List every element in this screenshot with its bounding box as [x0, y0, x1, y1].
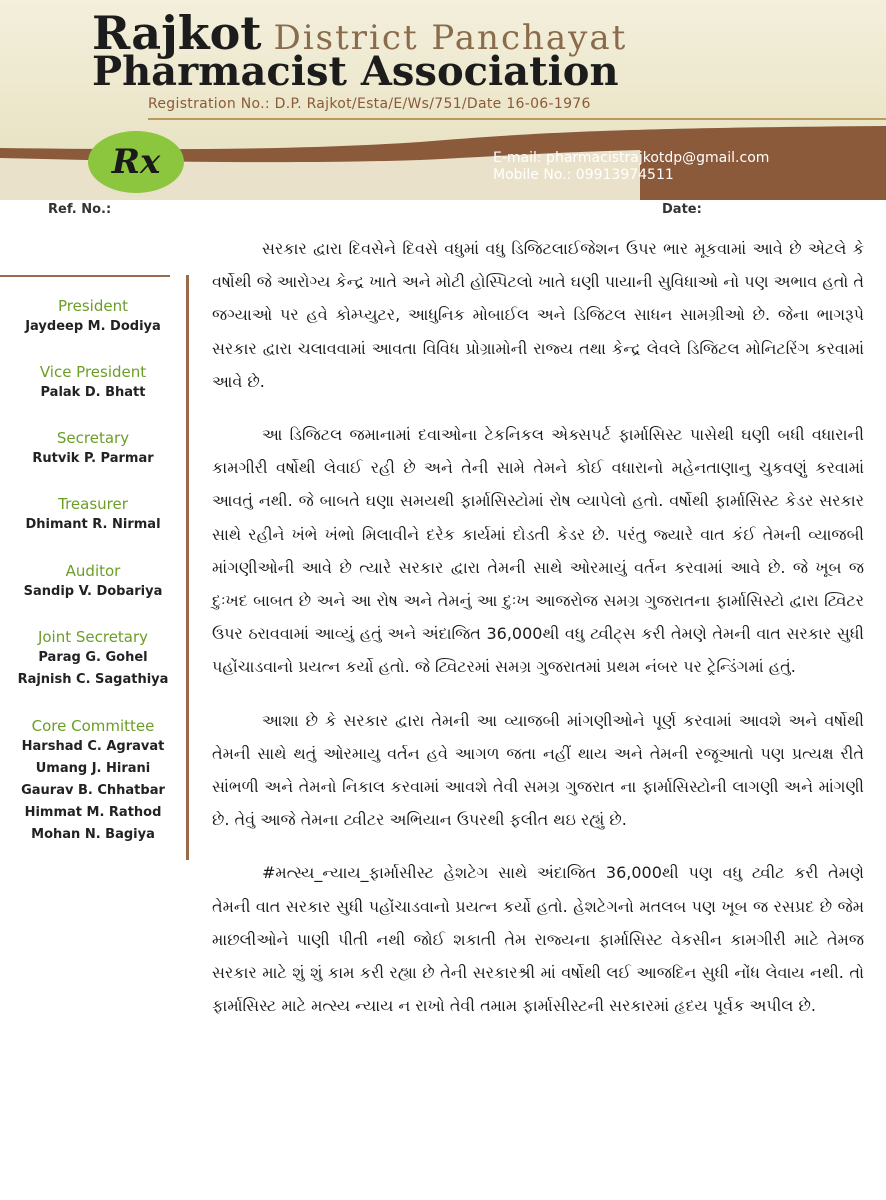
registration-number: Registration No.: D.P. Rajkot/Esta/E/Ws/751/Date 16-06-1976	[148, 96, 591, 112]
officer-vice-president	[0, 362, 186, 404]
title-rajkot: Rajkot	[92, 6, 262, 60]
officer-name: Umang J. Hirani	[35, 761, 151, 776]
officer-name: Jaydeep M. Dodiya	[25, 319, 161, 334]
registration-divider	[148, 118, 886, 120]
officer-role: Vice President	[39, 363, 147, 381]
rx-logo-text: Rx	[111, 142, 161, 182]
officer-name: Sandip V. Dobariya	[23, 584, 163, 599]
officer-name: Mohan N. Bagiya	[31, 827, 155, 842]
officer-role: Secretary	[56, 429, 130, 447]
body-paragraph-3: આશા છે કે સરકાર દ્વારા તેમની આ વ્યાજબી માંગણીઓને પૂર્ણ કરવામાં આવશે અને વર્ષોથી તેમની સાથે થતું ઓરમાયુ વર્તન હવે આગળ જતા નહીં થાય અને તેમની રજૂઆતો પણ પ્રત્યક્ષ રીતે સાંભળી અને તેમનો નિકાલ કરવામાં આવશે તેવી સમગ્ર ગુજરાત ના ફાર્માસિસ્ટોની લાગણી અને માંગણી છે. તેવું આજે તેમના ટ્વીટર અભિયાન ઉપરથી ફલીત થઇ રહ્યું છે.	[212, 710, 864, 830]
officer-name: Gaurav B. Chhatbar	[21, 783, 165, 798]
letter-body	[212, 232, 864, 1042]
sidebar-vertical-rule	[186, 275, 189, 860]
rx-logo	[88, 131, 184, 193]
date-label: Date:	[662, 202, 702, 217]
officer-name: Parag G. Gohel	[38, 650, 148, 665]
officer-treasurer	[0, 494, 186, 536]
ref-no-label: Ref. No.:	[48, 202, 112, 217]
officer-name: Rutvik P. Parmar	[32, 451, 154, 466]
officer-name: Palak D. Bhatt	[40, 385, 146, 400]
officer-role: Treasurer	[58, 495, 128, 513]
officer-name: Dhimant R. Nirmal	[25, 517, 161, 532]
office-bearers-sidebar	[0, 275, 190, 860]
officer-auditor	[0, 561, 186, 603]
body-paragraph-4: #મત્સ્ય_ન્યાય_ફાર્માસીસ્ટ હેશટેગ સાથે અંદાજિત 36,000થી પણ વધુ ટ્વીટ કરી તેમણે તેમની વાત સરકાર સુધી પહોંચાડવાનો પ્રયત્ન કર્યો હતો. હેશટેગનો મતલબ પણ ખૂબ જ રસપ્રદ છે જેમ માછલીઓને પાણી પીતી નથી જોઈ શકાતી તેમ રાજ્યના ફાર્માસિસ્ટ વેકસીન કામગીરી માટે તેમજ સરકાર માટે શું શું કામ કરી રહ્યા છે તેની સરકારશ્રી માં વર્ષોથી લઈ આજદિન સુધી નોંધ લેવાય નથી. તો ફાર્માસિસ્ટ માટે મત્સ્ય ન્યાય ન રાખો તેવી તમામ ફાર્માસીસ્ટની સરકારમાં હૃદય પૂર્વક અપીલ છે.	[212, 863, 864, 1016]
officer-name: Harshad C. Agravat	[21, 739, 165, 754]
sidebar-top-rule	[0, 275, 170, 277]
contact-block	[493, 150, 769, 184]
officer-role: Core Committee	[31, 717, 155, 735]
officer-secretary	[0, 428, 186, 470]
officer-name: Rajnish C. Sagathiya	[17, 672, 169, 687]
officer-role: Joint Secretary	[37, 628, 149, 646]
body-paragraph-1: સરકાર દ્વારા દિવસેને દિવસે વધુમાં વધુ ડિજિટલાઈજેશન ઉપર ભાર મૂકવામાં આવે છે એટલે કે વર્ષોથી જે આરોગ્ય કેન્દ્ર ખાતે અને મોટી હોસ્પિટલો ખાતે ઘણી પાયાની સુવિધાઓ નો પણ અભાવ હતો તે જગ્યાઓ પર હવે કોમ્પ્યુટર, આધુનિક મોબાઈલ અને ડિજિટલ સાધન સામગ્રીઓ છે. જેના ભાગરૂપે સરકાર દ્વારા ચલાવવામાં આવતા વિવિધ પ્રોગ્રામોની રાજ્ય તથા કેન્દ્ર લેવલે ડિજિટલ મોનિટરિંગ કરવામાં આવે છે.	[212, 239, 864, 391]
body-paragraph-2: આ ડિજિટલ જમાનામાં દવાઓના ટેકનિકલ એક્સપર્ટ ફાર્માસિસ્ટ પાસેથી ઘણી બધી વધારાની કામગીરી વર્ષોથી લેવાઈ રહી છે અને તેની સામે તેમને કોઈ વધારાનો મહેનતાણાનુ ચુકવણું કરવામાં આવતું નથી. જે બાબતે ઘણા સમયથી ફાર્માસિસ્ટોમાં રોષ વ્યાપેલો હતો. વર્ષોથી ફાર્માસિસ્ટ કેડર સરકાર સાથે રહીને ખંભે ખંભો મિલાવીને દરેક કાર્યમાં દોડતી કેડર છે. પરંતુ જ્યારે વાત કંઈ તેમની વ્યાજબી માંગણીઓની આવે છે ત્યારે સરકાર દ્વારા તેમની સાથે ઓરમાયું વર્તન કરવામાં આવે છે. જે ખૂબ જ દુઃખદ બાબત છે અને આ રોષ અને તેમનું આ દુઃખ આજરોજ સમગ્ર ગુજરાતના ફાર્માસિસ્ટો દ્વારા ટ્વિટર ઉપર ઠરાવવામાં આવ્યું હતું અને અંદાજિત 36,000થી વધુ ટ્વીટ્સ કરી તેમણે તેમની વાત સરકાર સુધી પહોંચાડવાનો પ્રયત્ન કર્યો હતો. જે ટ્વિટરમાં સમગ્ર ગુજરાતમાં પ્રથમ નંબર પર ટ્રેન્ડિંગમાં હતું.	[212, 425, 864, 677]
contact-email: E-mail: pharmacistrajkotdp@gmail.com	[493, 150, 770, 166]
officer-role: Auditor	[65, 562, 121, 580]
officer-joint-secretary	[0, 627, 186, 691]
association-title-line2: Pharmacist Association	[92, 48, 619, 95]
officer-president	[0, 296, 186, 338]
officer-name: Himmat M. Rathod	[24, 805, 162, 820]
title-district-panchayat: District Panchayat	[273, 18, 628, 58]
letterhead-header	[0, 0, 886, 200]
contact-mobile: Mobile No.: 09913974511	[493, 167, 674, 183]
officer-role: President	[58, 297, 128, 315]
officer-core-committee	[0, 716, 186, 846]
